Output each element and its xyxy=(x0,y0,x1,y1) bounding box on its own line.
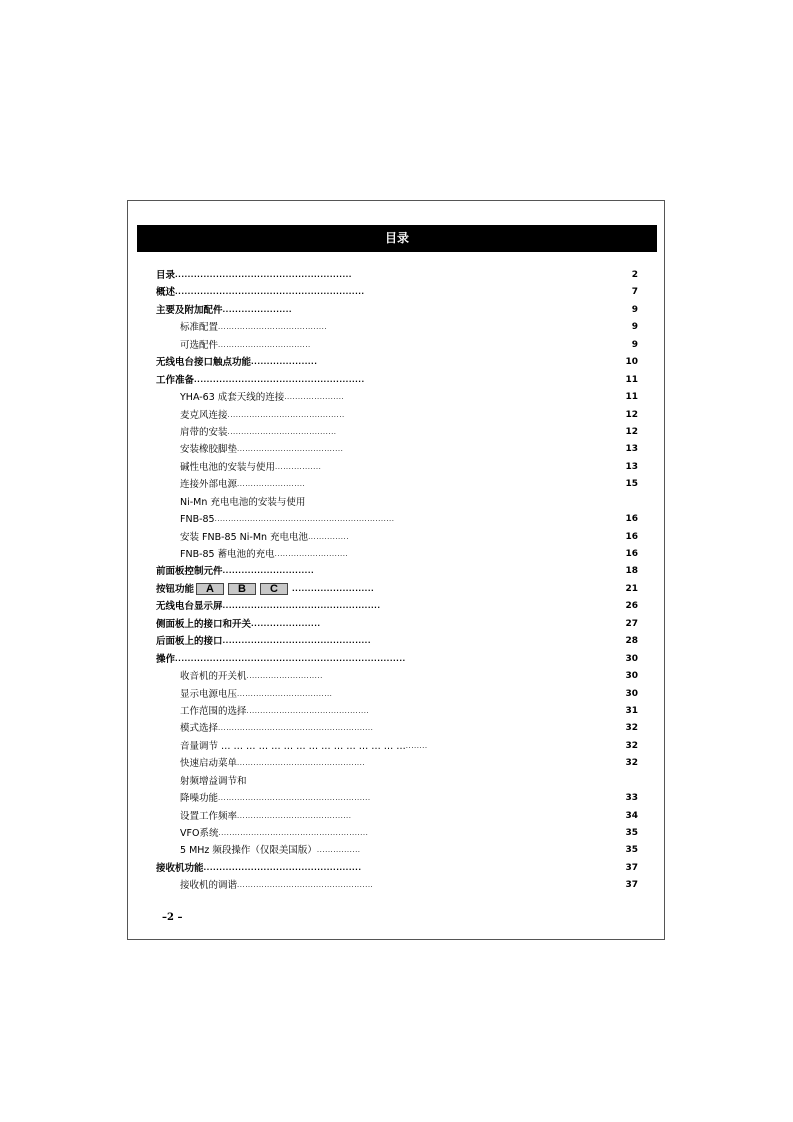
toc-entry-page: 13 xyxy=(625,461,638,472)
page-title: 目录 xyxy=(137,225,657,252)
toc-entry-page: 12 xyxy=(625,426,638,437)
toc-entry[interactable] xyxy=(156,546,638,563)
toc-entry[interactable] xyxy=(156,302,638,319)
toc-entry-title: 肩带的安装 xyxy=(180,426,228,438)
toc-entry[interactable] xyxy=(156,424,638,441)
toc-entry-page: 33 xyxy=(625,793,638,804)
leader-dots: ............................ xyxy=(246,672,323,681)
leader-dots: ............................................. xyxy=(246,706,370,715)
toc-entry[interactable] xyxy=(156,459,638,476)
toc-entry-title: 无线电台显示屏 xyxy=(156,601,223,613)
toc-entry[interactable] xyxy=(156,720,638,737)
toc-entry-page: 9 xyxy=(631,322,638,333)
leader-dots: .......................................... xyxy=(237,811,352,820)
toc-entry-title: 可选配件 xyxy=(180,339,219,351)
toc-entry-page: 16 xyxy=(625,549,638,559)
key-buttons xyxy=(196,581,292,598)
toc-entry-page: 37 xyxy=(625,862,638,873)
leader-dots: ............................................................ xyxy=(175,288,365,297)
toc-entry-page: 7 xyxy=(631,287,638,298)
toc-entry[interactable] xyxy=(156,407,638,424)
toc-entry[interactable] xyxy=(156,598,638,615)
toc-entry[interactable] xyxy=(156,842,638,859)
toc-entry-page: 21 xyxy=(625,583,638,594)
toc-entry-page: 34 xyxy=(625,810,638,821)
leader-dots: ......................................................................... xyxy=(175,654,406,663)
toc-entry-page: 27 xyxy=(625,618,638,629)
leader-dots: ............................................... xyxy=(222,637,371,646)
leader-dots: ......................... xyxy=(237,480,306,489)
leader-dots: ........................................ xyxy=(218,323,328,332)
toc-entry-page: 11 xyxy=(625,374,638,385)
toc-entry-title: 显示电源电压 xyxy=(180,688,238,700)
leader-dots: ......................................................... xyxy=(218,724,374,733)
leader-dots: ..................... xyxy=(251,358,318,367)
toc-entry-title: 安装橡胶脚垫 xyxy=(180,444,238,456)
table-of-contents xyxy=(156,267,638,895)
toc-entry-title: 无线电台接口触点功能 xyxy=(156,357,252,369)
toc-entry-title: 收音机的开关机 xyxy=(180,671,247,683)
leader-dots: ...................................................... xyxy=(194,375,365,384)
leader-dots: .................................................. xyxy=(203,863,362,872)
toc-entry-title: 按钮功能 xyxy=(156,584,195,596)
toc-entry-page: 12 xyxy=(625,409,638,420)
toc-entry[interactable] xyxy=(156,808,638,825)
toc-entry[interactable] xyxy=(156,563,638,580)
toc-entry-page: 9 xyxy=(631,339,638,350)
toc-entry[interactable] xyxy=(156,511,638,528)
toc-entry-title: 主要及附加配件 xyxy=(156,304,223,316)
toc-entry-title: 标准配置 xyxy=(180,322,219,334)
leader-dots: ............................. xyxy=(222,567,315,576)
leader-dots: .................................................. xyxy=(222,602,381,611)
toc-entry[interactable] xyxy=(156,267,638,284)
leader-dots: ........................................................ xyxy=(218,794,371,803)
toc-entry-title: 后面板上的接口 xyxy=(156,636,223,648)
toc-entry-page: 16 xyxy=(625,531,638,542)
toc-entry-page: 18 xyxy=(625,566,638,577)
toc-entry[interactable] xyxy=(156,616,638,633)
leader-dots: ............................................... xyxy=(237,759,366,768)
toc-entry[interactable] xyxy=(156,825,638,842)
toc-entry-page: 16 xyxy=(625,514,638,525)
leader-dots: ................ xyxy=(316,846,361,855)
toc-entry[interactable] xyxy=(156,738,638,755)
toc-entry-title: 安装 FNB-85 Ni-Mn 充电电池 xyxy=(180,531,309,543)
leader-dots: ........................... xyxy=(274,550,349,558)
toc-entry-title: FNB-85 xyxy=(180,514,215,526)
toc-entry-page: 28 xyxy=(625,636,638,647)
toc-entry-page: 30 xyxy=(625,653,638,664)
toc-entry-page: 32 xyxy=(625,758,638,769)
toc-entry-title: 连接外部电源 xyxy=(180,479,238,491)
leader-dots: .................................................. xyxy=(237,881,374,890)
toc-entry-title: Ni-Mn 充电电池的安装与使用 xyxy=(180,496,306,508)
leader-dots: ...................... xyxy=(251,619,321,628)
toc-entry-page: 26 xyxy=(625,601,638,612)
toc-entry-title: 模式选择 xyxy=(180,723,219,735)
toc-entry-page: 11 xyxy=(625,392,638,403)
leader-dots: ...................... xyxy=(284,393,345,402)
leader-dots: .................................. xyxy=(218,340,311,349)
toc-entry[interactable] xyxy=(156,476,638,493)
toc-entry-title: 前面板控制元件 xyxy=(156,566,223,578)
toc-entry-page: 30 xyxy=(625,688,638,699)
toc-entry[interactable] xyxy=(156,372,638,389)
toc-entry-page: 30 xyxy=(625,671,638,682)
toc-entry[interactable] xyxy=(156,319,638,336)
toc-entry[interactable] xyxy=(156,755,638,772)
toc-entry-title: FNB-85 蓄电池的充电 xyxy=(180,549,275,560)
leader-dots: ................. xyxy=(275,462,322,471)
toc-entry-title: 接收机功能 xyxy=(156,862,204,874)
leader-dots: ............... xyxy=(308,532,349,541)
toc-entry-title: 设置工作频率 xyxy=(180,810,238,822)
leader-dots: .................................................................. xyxy=(214,515,395,524)
toc-entry-page: 2 xyxy=(631,270,638,280)
toc-entry-title: YHA-63 成套天线的连接 xyxy=(180,392,285,404)
toc-entry-title: 接收机的调谐 xyxy=(180,880,238,892)
toc-entry[interactable] xyxy=(156,703,638,720)
key-c-label: C xyxy=(260,583,288,595)
leader-dots: ........................................................ xyxy=(175,271,352,279)
toc-entry[interactable] xyxy=(156,529,638,546)
toc-entry-title: 射频增益调节和 xyxy=(180,775,247,787)
toc-entry-page: 10 xyxy=(625,357,638,368)
leader-dots: ................................... xyxy=(237,689,333,698)
leader-dots: ........ xyxy=(405,741,428,750)
toc-entry[interactable] xyxy=(156,651,638,668)
toc-entry-page: 32 xyxy=(625,723,638,734)
toc-entry-title: 侧面板上的接口和开关 xyxy=(156,618,252,630)
toc-entry-title: 快速启动菜单 xyxy=(180,758,238,770)
key-b-label: B xyxy=(228,583,256,595)
leader-dots: .......................... xyxy=(292,584,375,593)
toc-entry[interactable] xyxy=(156,581,638,598)
toc-entry-title: 工作准备 xyxy=(156,374,195,386)
toc-entry[interactable] xyxy=(156,686,638,703)
toc-entry-page: 31 xyxy=(625,705,638,716)
leader-dots: ........................................... xyxy=(227,410,345,419)
toc-entry-title: 目录 xyxy=(156,270,176,281)
toc-entry[interactable] xyxy=(156,668,638,685)
toc-entry[interactable] xyxy=(156,389,638,406)
toc-entry-title: 音量调节 … … … … … … … … … … … … … … … xyxy=(180,740,406,752)
toc-entry[interactable] xyxy=(156,860,638,877)
leader-dots: ...................... xyxy=(222,305,293,314)
toc-entry-title: 概述 xyxy=(156,287,176,299)
toc-entry[interactable] xyxy=(156,284,638,301)
toc-entry[interactable] xyxy=(156,441,638,458)
toc-entry-page: 32 xyxy=(625,740,638,751)
toc-entry-page: 37 xyxy=(625,880,638,891)
toc-entry[interactable] xyxy=(156,354,638,371)
toc-entry-title: VFO系统 xyxy=(180,828,219,839)
toc-entry[interactable] xyxy=(156,633,638,650)
toc-entry-page: 9 xyxy=(631,304,638,315)
toc-entry[interactable] xyxy=(156,790,638,807)
leader-dots: ....................................... xyxy=(237,445,344,454)
toc-entry-page: 35 xyxy=(625,828,638,838)
leader-dots: ........................................ xyxy=(227,427,337,436)
toc-entry[interactable] xyxy=(156,773,638,790)
toc-entry-title: 麦克风连接 xyxy=(180,409,228,421)
toc-entry-page: 35 xyxy=(625,845,638,856)
toc-entry-page: 13 xyxy=(625,444,638,455)
toc-entry[interactable] xyxy=(156,337,638,354)
toc-entry-title: 碱性电池的安装与使用 xyxy=(180,461,276,473)
toc-entry-title: 工作范围的选择 xyxy=(180,705,247,717)
key-a-label: A xyxy=(196,583,224,595)
toc-entry[interactable] xyxy=(156,877,638,894)
toc-entry-title: 操作 xyxy=(156,653,176,665)
toc-entry-title: 降噪功能 xyxy=(180,793,219,805)
page-number: –2 – xyxy=(162,912,183,923)
leader-dots: ....................................................... xyxy=(218,829,369,837)
toc-entry-title: 5 MHz 频段操作（仅限美国版） xyxy=(180,845,317,857)
toc-entry-page: 15 xyxy=(625,479,638,490)
toc-entry[interactable] xyxy=(156,494,638,511)
